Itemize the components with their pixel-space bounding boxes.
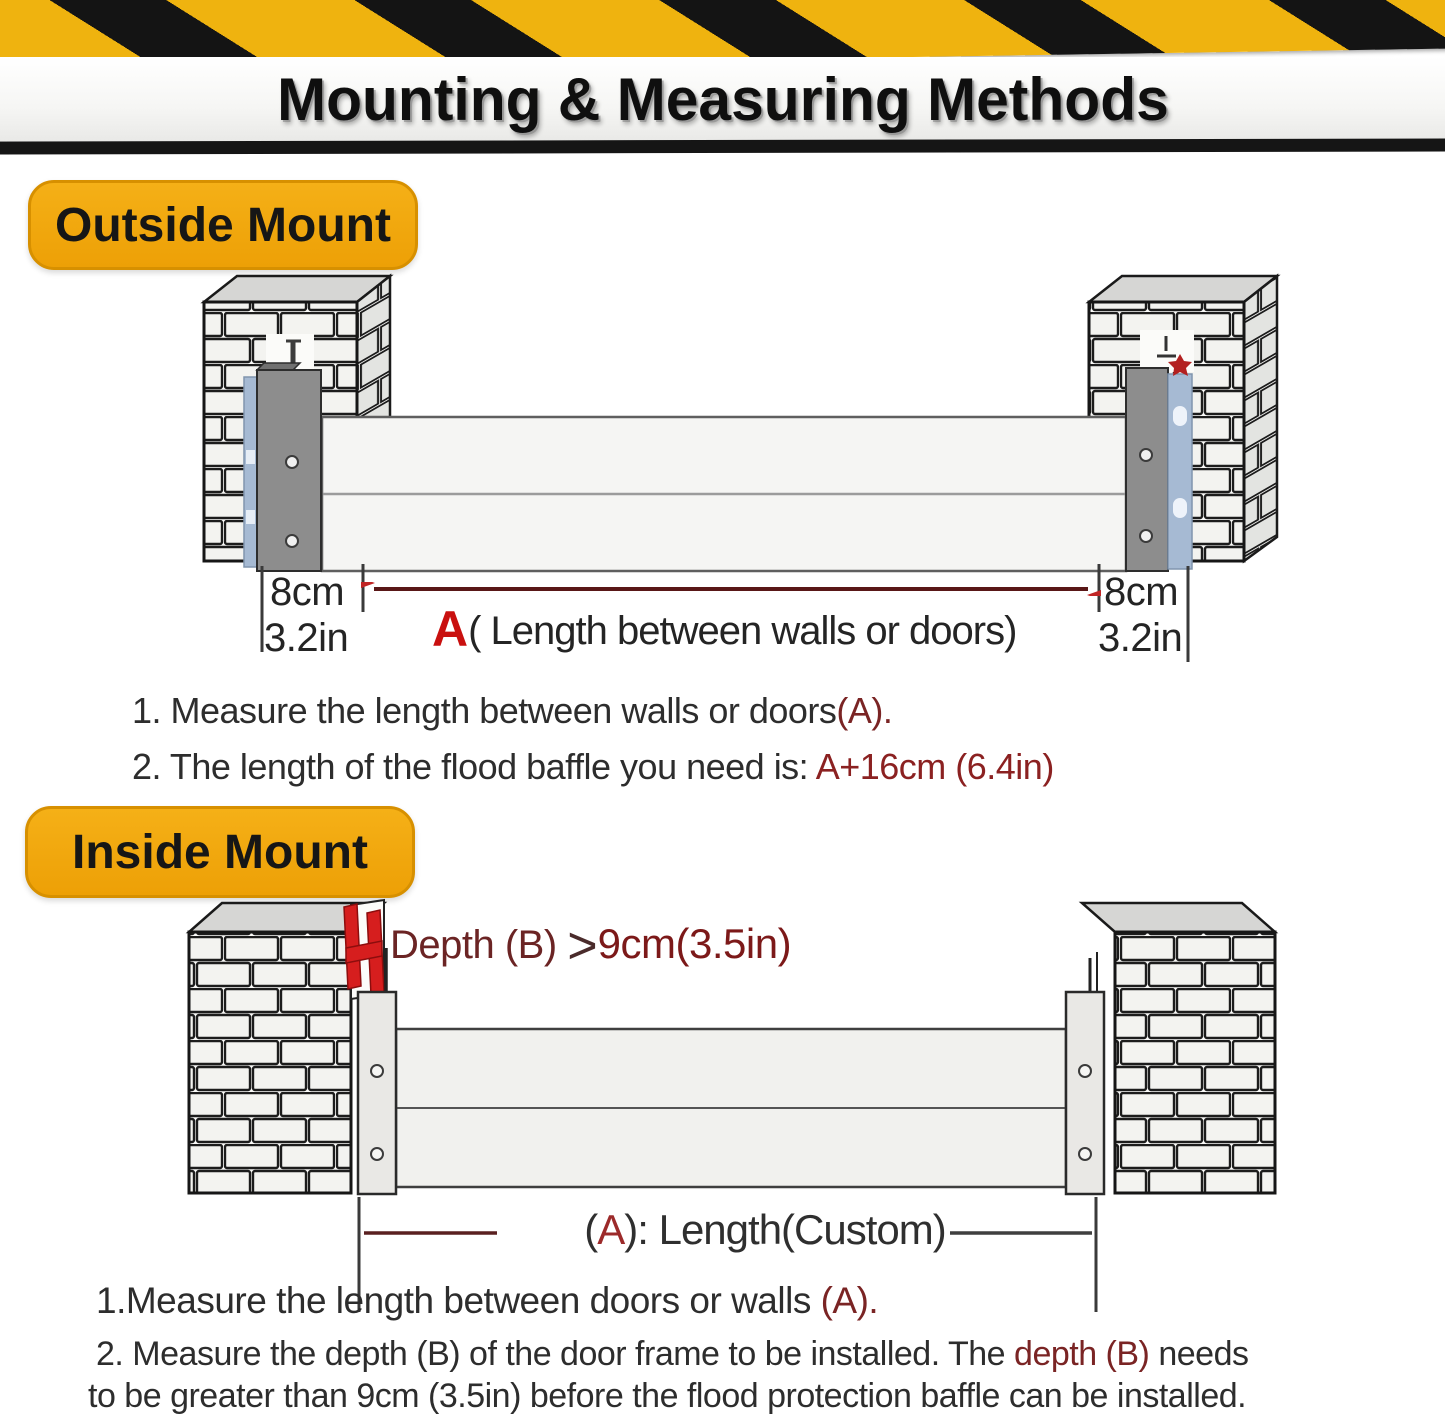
page-title: Mounting & Measuring Methods — [276, 65, 1169, 133]
length-between-walls-label: A( Length between walls or doors) — [432, 601, 1017, 657]
seal-strip — [244, 377, 257, 567]
flood-barrier-panel — [322, 417, 1126, 571]
mount-channel-left — [244, 363, 321, 571]
flood-barrier-panel-inside — [396, 1029, 1066, 1187]
screw-icon — [371, 1065, 383, 1077]
screw-icon — [286, 456, 298, 468]
inside-channel-right — [1066, 992, 1104, 1194]
outside-mount-badge-label: Outside Mount — [55, 198, 391, 252]
screw-icon — [1079, 1065, 1091, 1077]
screw-icon — [286, 535, 298, 547]
screw-icon — [1140, 530, 1152, 542]
inside-step-1: 1.Measure the length between doors or walls (A). — [96, 1280, 879, 1321]
right-offset-in-label: 3.2in — [1098, 616, 1183, 660]
inside-step-2-line2: to be greater than 9cm (3.5in) before the flood protection baffle can be installed. — [88, 1377, 1247, 1415]
brick-pillar-right-inside — [1082, 903, 1275, 1193]
left-offset-cm-label: 8cm — [270, 570, 345, 614]
screw-icon — [1140, 449, 1152, 461]
outside-step-1: 1. Measure the length between walls or doors(A). — [132, 690, 893, 731]
inside-channel-left — [358, 992, 396, 1194]
screw-icon — [371, 1148, 383, 1160]
depth-requirement-label: Depth (B) >9cm(3.5in) — [390, 917, 792, 975]
right-offset-cm-label: 8cm — [1104, 570, 1179, 614]
custom-length-label: (A): Length(Custom) — [584, 1206, 946, 1253]
seal-strip — [1168, 374, 1192, 569]
inside-mount-badge-label: Inside Mount — [72, 825, 368, 879]
length-a-letter: A — [432, 601, 469, 657]
mount-channel-right — [1126, 354, 1192, 571]
left-offset-in-label: 3.2in — [264, 616, 349, 660]
outside-step-2: 2. The length of the flood baffle you need is: A+16cm (6.4in) — [132, 746, 1054, 787]
inside-step-2-line1: 2. Measure the depth (B) of the door frame to be installed. The depth (B) needs — [96, 1335, 1249, 1373]
screw-icon — [1079, 1148, 1091, 1160]
